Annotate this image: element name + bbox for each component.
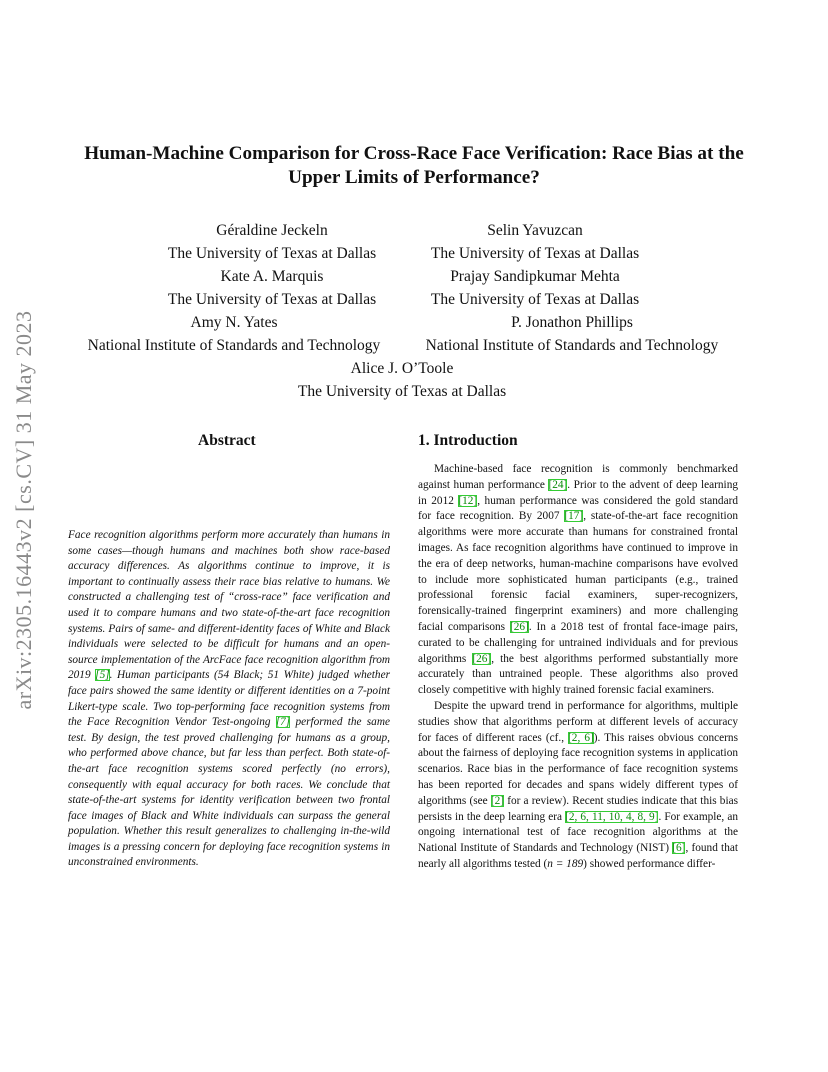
abstract-text-segment: Face recognition algorithms perform more accurately than humans in some cases—though humans and machines both show race-based accuracy differences. As algorithms continue to improve, it is important to continually assess their race bias relative to humans. We constructed a challenging test of “cross-race” face verification and used it to compare humans and two state-of-the-art face recognition systems. Pairs of same- and different-identity faces of White and Black individuals were selected to be difficult for humans and an open-source implementation of the ArcFace face recognition algorithm from 2019 xyxy=(68,529,390,682)
intro-text-segment: ). This raises obvious concerns about the fairness of deploying face recognition systems in application scenarios. Race bias in the performance of face recognition systems has been reported for decades and spans widely different types of algorithms (see xyxy=(418,731,738,807)
intro-text-segment: , found that nearly all algorithms tested ( xyxy=(418,842,738,870)
intro-text-segment: . Prior to the advent of deep learning in 2012 xyxy=(418,478,738,507)
intro-paragraph-2 xyxy=(418,699,738,873)
intro-text-segment: . In a 2018 test of frontal face-image pairs, curated to be challenging for untrained individuals and for previous algorithms xyxy=(418,620,738,665)
citation-link[interactable]: [26] xyxy=(509,620,529,633)
author-name: Prajay Sandipkumar Mehta xyxy=(450,268,620,285)
author-affiliation: The University of Texas at Dallas xyxy=(430,245,640,262)
author-block xyxy=(365,219,705,265)
citation-link[interactable]: [12] xyxy=(458,494,478,507)
author-name: Géraldine Jeckeln xyxy=(216,222,328,239)
citation-link[interactable]: [26] xyxy=(472,652,492,665)
abstract-text-segment: performed the same test. By design, the test proved challenging for humans as a group, who performed above chance, but far less than perfect. Both state-of-the-art face recognition systems scored perfectly (no errors), consequently with equal accuracy for both races. We conclude that state-of-the-art systems for identity verification between two frontal face images of Black and White individuals can surpass the general population. Whether this result generalizes to challenging in-the-wild images is a pressing concern for deploying face recognition systems in unconstrained environments. xyxy=(68,716,390,869)
abstract-text-segment: . Human participants (54 Black; 51 White) judged whether face pairs showed the same identity or different identities on a 7-point Likert-type scale. Two top-performing face recognition systems from the Face Recognition Vendor Test-ongoing xyxy=(68,669,390,729)
intro-text-segment: for a review). Recent studies indicate that this bias persists in the deep learning era xyxy=(418,794,738,823)
citation-link[interactable]: [2] xyxy=(490,794,505,807)
citation-link[interactable]: [24] xyxy=(548,478,568,491)
intro-text-segment: . For example, an ongoing international test of face recognition algorithms at the National Institute of Standards and Technology (NIST) xyxy=(418,810,738,855)
author-affiliation: The University of Texas at Dallas xyxy=(167,291,377,308)
author-name: P. Jonathon Phillips xyxy=(511,314,633,331)
author-affiliation: National Institute of Standards and Technology xyxy=(87,337,381,354)
citation-link[interactable]: [17] xyxy=(564,510,584,523)
author-block xyxy=(365,265,705,311)
intro-text-segment: , human performance was considered the gold standard for face recognition. By 2007 xyxy=(418,494,739,523)
citation-link[interactable]: [2, 6] xyxy=(568,731,594,744)
arxiv-identifier: arXiv:2305.16443v2 [cs.CV] 31 May 2023 xyxy=(11,310,36,710)
intro-paragraph-1 xyxy=(418,462,738,699)
citation-link[interactable]: [2, 6, 11, 10, 4, 8, 9] xyxy=(565,810,659,823)
intro-text-segment: , the best algorithms performed substantially more accurately than untrained people. These algorithms also proved closely competitive with highly trained forensic facial examiners. xyxy=(418,652,738,697)
intro-text-segment: , state-of-the-art face recognition algorithms were more accurate than humans for constrained frontal images. As face recognition algorithms have continued to improve in the era of deep networks, human-machine comparisons have evolved to include more sophisticated human participants (e.g., trained professional forensic facial examiners, super-recognizers, forensically-trained fingerprint examiners) and more challenging facial comparisons xyxy=(418,510,738,633)
author-block xyxy=(64,311,404,357)
introduction-heading: 1. Introduction xyxy=(418,432,518,449)
author-name: Alice J. O’Toole xyxy=(350,360,454,377)
intro-text-segment: Machine-based face recognition is commonly benchmarked against human performance xyxy=(418,463,738,491)
author-name: Amy N. Yates xyxy=(190,314,278,331)
paper-title: Human-Machine Comparison for Cross-Race Face Verification: Race Bias at the Upper Limits of Performance? xyxy=(84,143,744,188)
author-name: Kate A. Marquis xyxy=(220,268,324,285)
author-name: Selin Yavuzcan xyxy=(487,222,583,239)
abstract-heading: Abstract xyxy=(198,432,256,449)
author-affiliation: The University of Texas at Dallas xyxy=(167,245,377,262)
author-block xyxy=(402,311,742,357)
author-affiliation: The University of Texas at Dallas xyxy=(430,291,640,308)
citation-link[interactable]: [5] xyxy=(95,669,110,682)
intro-text-segment: ) showed performance differ- xyxy=(583,857,716,870)
intro-text-segment: Despite the upward trend in performance for algorithms, multiple studies show that algorithms perform at different levels of accuracy for faces of different races (cf., xyxy=(418,699,738,744)
author-affiliation: The University of Texas at Dallas xyxy=(297,383,507,400)
author-block xyxy=(232,357,572,403)
author-affiliation: National Institute of Standards and Technology xyxy=(425,337,719,354)
math-expression: n = 189 xyxy=(547,857,584,870)
citation-link[interactable]: [6] xyxy=(672,842,686,855)
abstract-body xyxy=(68,528,390,871)
citation-link[interactable]: [7] xyxy=(275,716,291,729)
introduction-body xyxy=(418,462,738,873)
arxiv-sidebar-stamp xyxy=(11,310,54,710)
